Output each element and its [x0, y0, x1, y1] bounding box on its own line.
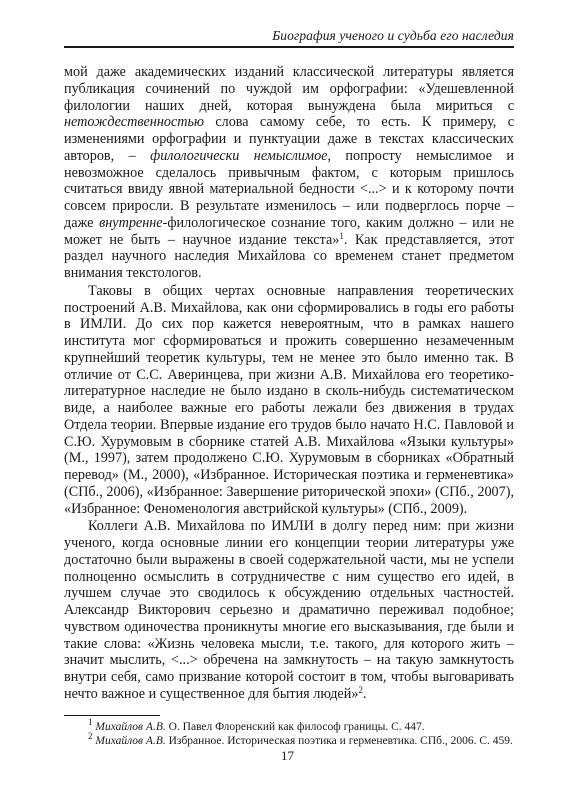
p1-text-1: мой даже академических изданий классической литературы является публикация сочинений по чуждой им орфографии: «Удешевленной филологии наших дней, которая вынуждена была мириться с [64, 64, 514, 114]
p3-text: Коллеги А.В. Михайлова по ИМЛИ в долгу перед ним: при жизни ученого, когда основные линии его концепции теории литературы уже достаточно были выражены в своей содержательной части, мы не успели полноценно осмыслить в сотрудничестве с ним существо его идей, в лучшем случае это сводилось к обсуждению отдельных частностей. Александр Викторович серьезно и драматично переживал подобное; чувством одиночества проникнуты многие его высказывания, где были и такие слова: «Жизнь человека мысли, т.е. такого, для которого жить – значит мыслить, <...> обречена на замкнутость – на такую замкнутость внутри себя, само призвание которой состоит в том, чтобы выговаривать нечто важное и существенное для бытия людей» [64, 518, 514, 702]
p1-text-2: слова самому себе, то есть. К примеру, с изменениями орфографии и пунктуации даже в текстах классических авторов, – [64, 114, 514, 164]
paragraph-3 [64, 518, 514, 702]
footnote-ref-2[interactable]: 2 [358, 684, 363, 695]
footnote-2-text: Избранное. Историческая поэтика и герменевтика. СПб., 2006. С. 459. [165, 734, 513, 747]
footnote-1-author: Михайлов А.В. [95, 720, 166, 733]
footnote-1-text: О. Павел Флоренский как философ границы. С. 447. [165, 720, 425, 733]
p1-text-3: , попросту немыслимое и невозможное сделалось привычным фактом, с которым пришлось считаться ввиду явной материальной бедности <...> и к которому почти совсем приросли. В результате изменилось – или подверглось порче – даже [64, 147, 515, 231]
p1-italic-3: внутренне [99, 214, 163, 231]
page-body [64, 64, 514, 748]
header-rule [64, 46, 514, 48]
running-head: Биография ученого и судьба его наследия [272, 28, 514, 43]
paragraph-2: Таковы в общих чертах основные направления теоретических построений А.В. Михайлова, как они сформировались в годы его работы в ИМЛИ. До сих пор кажется невероятным, что в рамках нашего института мог сформироваться и прожить совершенно незамеченным крупнейший теоретик культуры, тем не менее это было именно так. В отличие от С.С. Аверинцева, при жизни А.В. Михайлова его теоретико-литературное наследие не было издано в сколь-нибудь систематическом виде, а наиболее важные его работы лежали без движения в трудах Отдела теории. Впервые издание его трудов было начато Н.С. Павловой и С.Ю. Хурумовым в сборнике статей А.В. Михайлова «Языки культуры» (М., 1997), затем продолжено С.Ю. Хурумовым в сборниках «Обратный перевод» (М., 2000), «Избранное. Историческая поэтика и герменевтика» (СПб., 2006), «Избранное: Завершение риторической эпохи» (СПб., 2007), «Избранное: Феноменология австрийской культуры» (СПб., 2009). [64, 282, 514, 517]
footnote-mark-2: 2 [88, 730, 93, 741]
footnote-1 [64, 716, 514, 734]
footnote-ref-1[interactable]: 1 [339, 230, 344, 241]
footnote-2 [64, 730, 514, 748]
p1-text-5: . Как представляется, этот раздел научного наследия Михайлова со временем станет предметом внимания текстологов. [64, 231, 514, 281]
paragraph-1 [64, 64, 514, 282]
p1-text-4: -филологическое сознание того, каким должно – или не может не быть – научное издание текста» [64, 214, 514, 248]
footnote-2-author: Михайлов А.В. [95, 734, 166, 747]
page-number: 17 [281, 748, 294, 763]
footnote-mark-1: 1 [88, 716, 93, 727]
p3-end: . [362, 685, 367, 702]
footnote-rule [64, 715, 160, 716]
p1-italic-2: филологически немыслимое [150, 147, 328, 164]
p1-italic-1: нетождественностью [64, 114, 204, 131]
